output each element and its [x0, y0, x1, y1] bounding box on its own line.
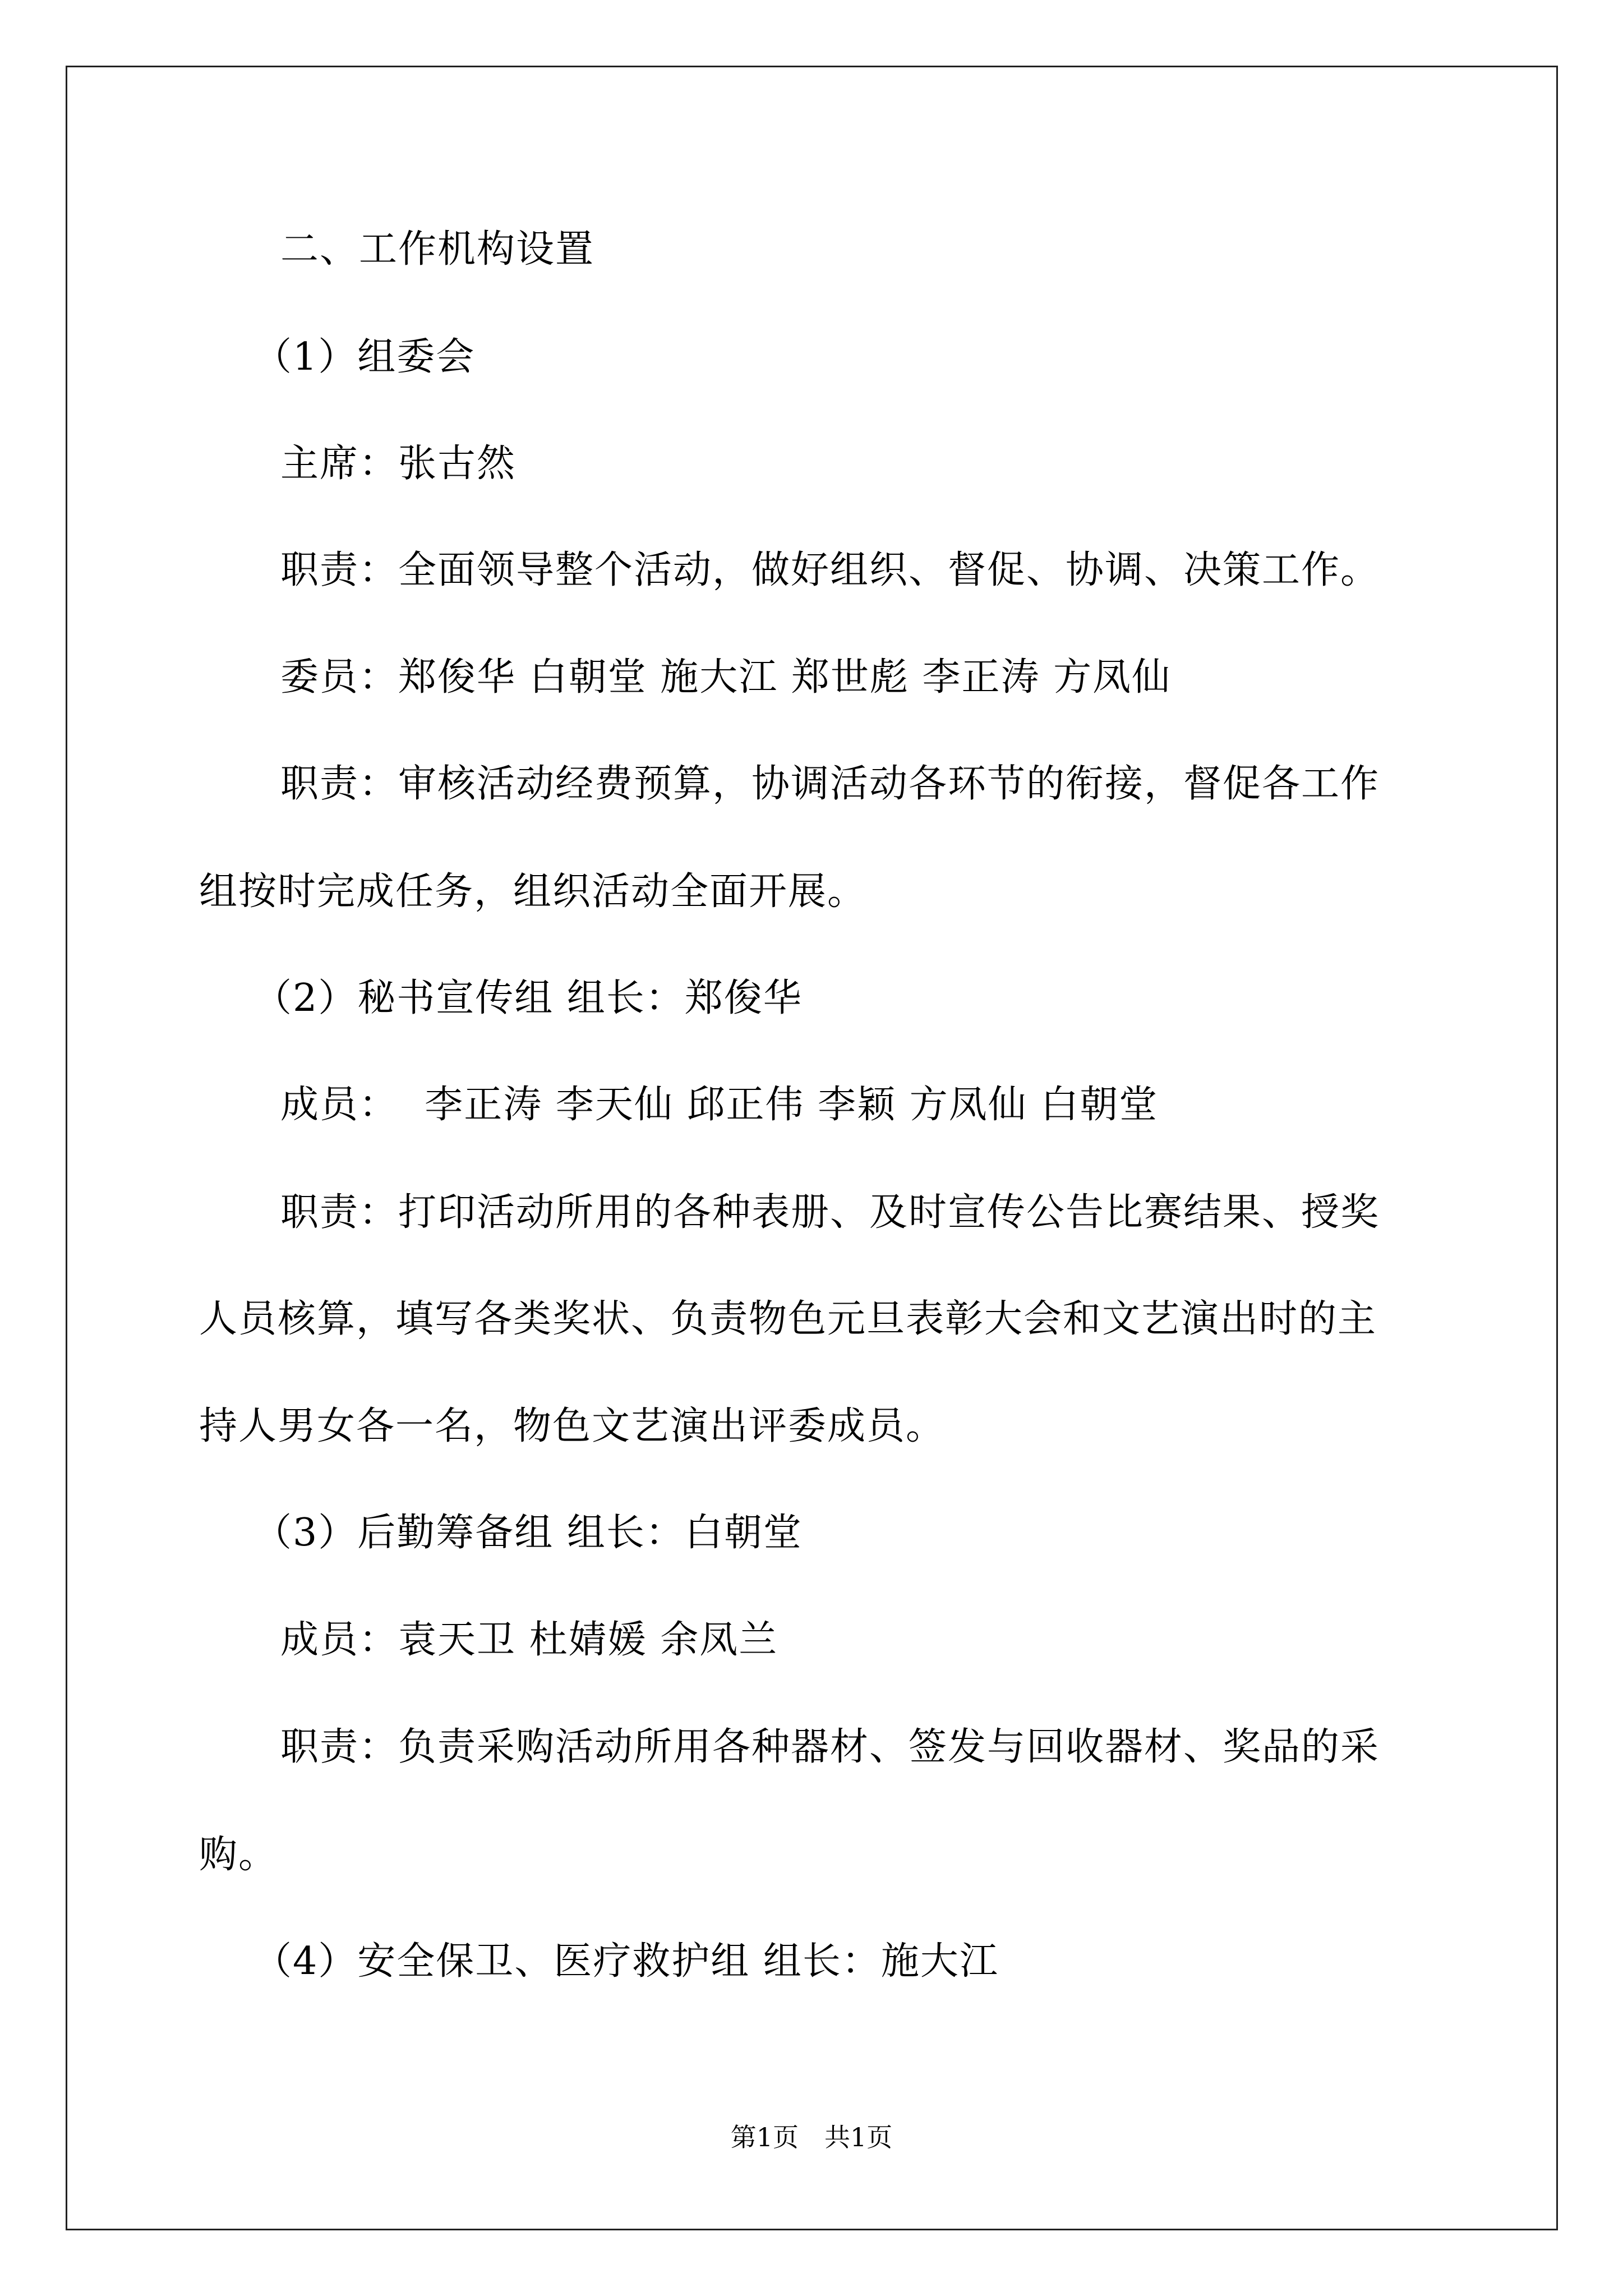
- secretariat-duty-line-3: 持人男女各一名，物色文艺演出评委成员。: [199, 1404, 946, 1448]
- committee-duty-line-1: 职责：审核活动经费预算，协调活动各环节的衔接，督促各工作: [280, 762, 1380, 806]
- subsection-heading-organizing-committee: （1）组委会: [253, 335, 476, 379]
- page-footer: 第1页 共1页: [730, 2122, 893, 2152]
- chairman-duty-line: 职责：全面领导整个活动，做好组织、督促、协调、决策工作。: [280, 548, 1380, 592]
- secretariat-members-line: 成员： 李正涛 李天仙 邱正伟 李颖 方凤仙 白朝堂: [280, 1083, 1159, 1127]
- committee-members-line: 委员：郑俊华 白朝堂 施大江 郑世彪 李正涛 方凤仙: [280, 655, 1172, 700]
- logistics-members-line: 成员：袁天卫 杜婧媛 余凤兰: [280, 1618, 778, 1662]
- chairman-line: 主席：张古然: [280, 441, 517, 486]
- committee-duty-line-2: 组按时完成任务，组织活动全面开展。: [199, 869, 867, 914]
- subsection-heading-security: （4）安全保卫、医疗救护组 组长：施大江: [253, 1939, 999, 1984]
- secretariat-duty-line-2: 人员核算，填写各类奖状、负责物色元旦表彰大会和文艺演出时的主: [199, 1297, 1377, 1341]
- secretariat-duty-line-1: 职责：打印活动所用的各种表册、及时宣传公告比赛结果、授奖: [280, 1190, 1380, 1235]
- logistics-duty-line-2: 购。: [199, 1833, 278, 1877]
- subsection-heading-secretariat: （2）秘书宣传组 组长：郑俊华: [253, 976, 803, 1020]
- section-heading: 二、工作机构设置: [280, 227, 595, 272]
- page-border: [66, 66, 1558, 2230]
- logistics-duty-line-1: 职责：负责采购活动所用各种器材、签发与回收器材、奖品的采: [280, 1725, 1380, 1769]
- subsection-heading-logistics: （3）后勤筹备组 组长：白朝堂: [253, 1511, 803, 1555]
